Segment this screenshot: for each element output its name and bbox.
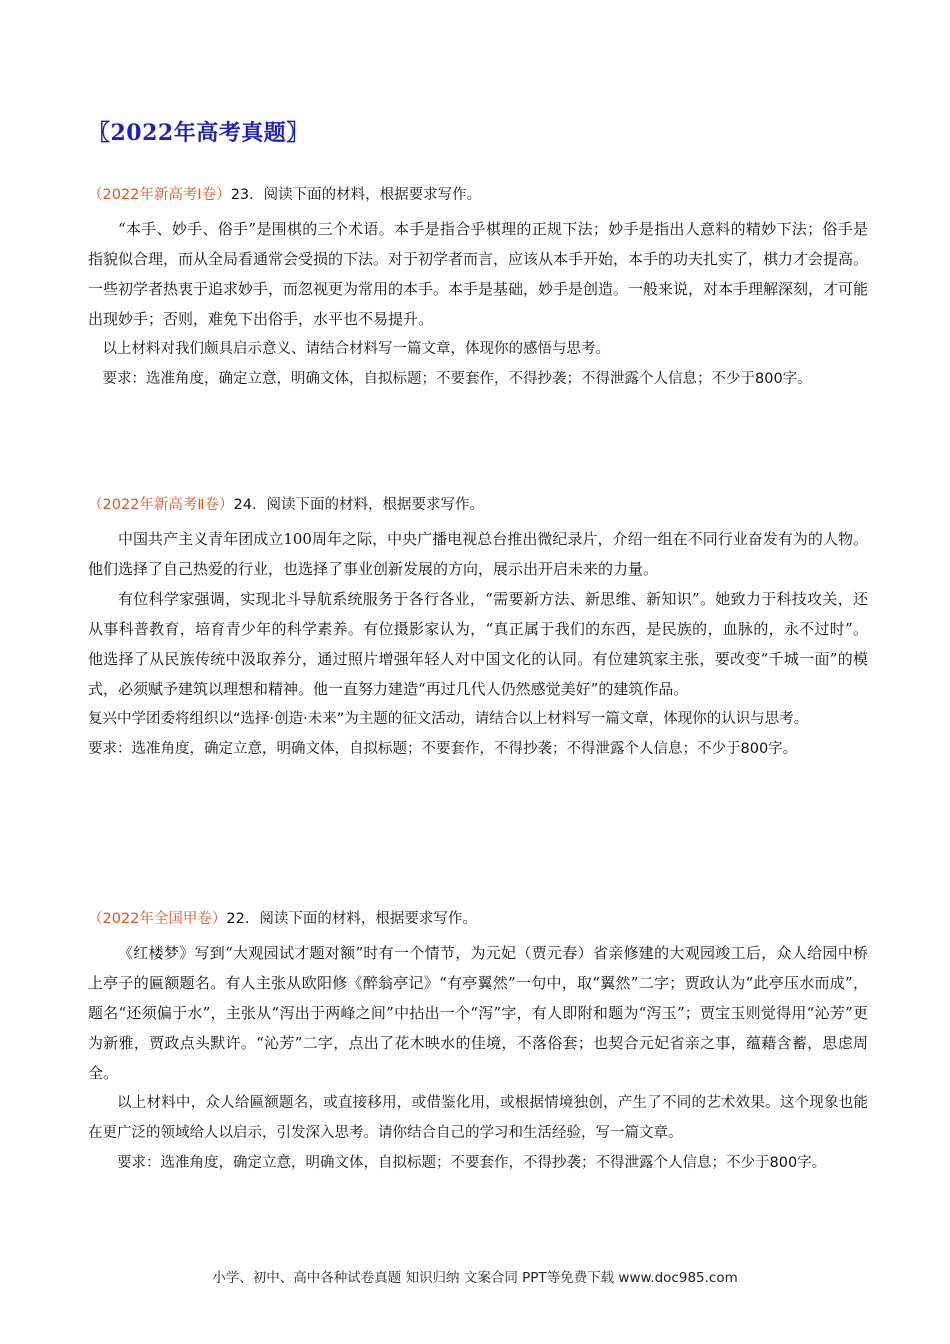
prompt-paragraph: 以上材料中，众人给匾额题名，或直接移用，或借鉴化用，或根据情境独创，产生了不同的艺术效果。这个现象也能在更广泛的领域给人以启示，引发深入思考。请你结合自己的学习和生活经验，写一篇文章。 (88, 1095, 868, 1141)
material-paragraph: 有位科学家强调，实现北斗导航系统服务于各行各业，“需要新方法、新思维、新知识”。她致力于科技攻关，还从事科普教育，培育青少年的科学素养。有位摄影家认为，“真正属于我们的东西，是民族的，血脉的，永不过时”。他选择了从民族传统中汲取养分，通过照片增强年轻人对中国文化的认同。有位建筑家主张，要改变“千城一面”的模式，必须赋予建筑以理想和精神。他一直努力建造“再过几代人仍然感觉美好”的建筑作品。 (88, 590, 868, 698)
question-title: 24．阅读下面的材料，根据要求写作。 (233, 497, 484, 513)
requirement-paragraph: 要求：选准角度，确定立意，明确文体，自拟标题；不要套作，不得抄袭；不得泄露个人信息；不少于800字。 (88, 741, 798, 757)
question-block (88, 182, 868, 394)
question-title: 23．阅读下面的材料，根据要求写作。 (230, 187, 482, 203)
question-source: （2022年新高考Ⅰ卷） (88, 187, 231, 203)
question-header (88, 182, 868, 208)
question-header (88, 492, 868, 518)
requirement-paragraph: 要求：选准角度，确定立意，明确文体，自拟标题；不要套作，不得抄袭；不得泄露个人信息；不少于800字。 (117, 1155, 827, 1171)
question-header (88, 906, 868, 932)
material-paragraph: 《红楼梦》写到“大观园试才题对额”时有一个情节，为元妃（贾元春）省亲修建的大观园竣工后，众人给园中桥上亭子的匾额题名。有人主张从欧阳修《醉翁亭记》“有亭翼然”一句中，取“翼然”二字；贾政认为“此亭压水而成”，题名“还须偏于水”，主张从“泻出于两峰之间”中拈出一个“泻”字，有人即附和题为“泻玉”；贾宝玉则觉得用“沁芳”更为新雅，贾政点头默许。“沁芳”二字，点出了花木映水的佳境，不落俗套；也契合元妃省亲之事，蕴藉含蓄，思虑周全。 (88, 944, 868, 1082)
question-source: （2022年新高考Ⅱ卷） (88, 497, 234, 513)
question-title: 22．阅读下面的材料，根据要求写作。 (226, 911, 477, 927)
material-paragraph: “本手、妙手、俗手”是围棋的三个术语。本手是指合乎棋理的正规下法；妙手是指出人意料的精妙下法；俗手是指貌似合理，而从全局看通常会受损的下法。对于初学者而言，应该从本手开始，本手的功夫扎实了，棋力才会提高。一些初学者热衷于追求妙手，而忽视更为常用的本手。本手是基础，妙手是创造。一般来说，对本手理解深刻，才可能出现妙手；否则，难免下出俗手，水平也不易提升。 (88, 220, 869, 328)
page-heading: 〖2022年高考真题〗 (88, 120, 309, 146)
question-block (88, 906, 868, 1178)
question-source: （2022年全国甲卷） (88, 911, 227, 927)
requirement-paragraph: 要求：选准角度，确定立意，明确文体，自拟标题；不要套作，不得抄袭；不得泄露个人信息；不少于800字。 (102, 371, 812, 387)
page-footer: 小学、初中、高中各种试卷真题 知识归纳 文案合同 PPT等免费下载 www.doc985.com (212, 1270, 738, 1286)
material-paragraph: 中国共产主义青年团成立100周年之际，中央广播电视总台推出微纪录片，介绍一组在不同行业奋发有为的人物。他们选择了自己热爱的行业，也选择了事业创新发展的方向，展示出开启未来的力量。 (88, 530, 868, 578)
question-block (88, 492, 868, 764)
prompt-paragraph: 复兴中学团委将组织以“选择·创造·未来”为主题的征文活动，请结合以上材料写一篇文章，体现你的认识与思考。 (88, 711, 809, 727)
prompt-paragraph: 以上材料对我们颇具启示意义、请结合材料写一篇文章，体现你的感悟与思考。 (102, 341, 610, 357)
